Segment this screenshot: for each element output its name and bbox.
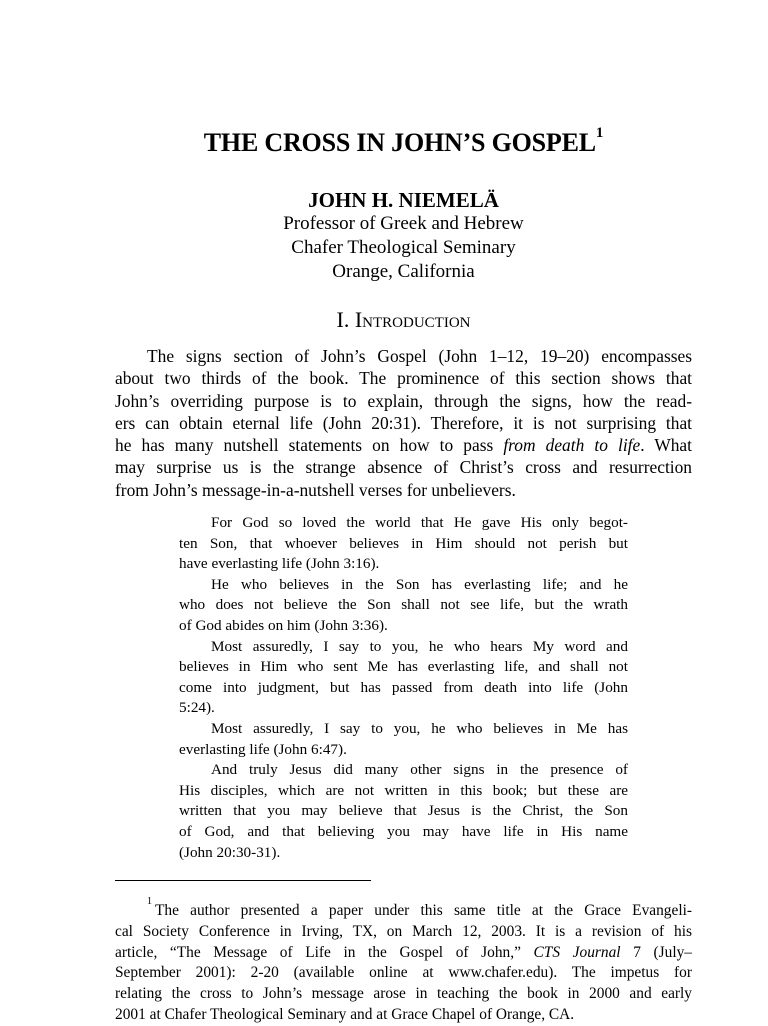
quote-line: He who believes in the Son has everlasting life; and he	[211, 575, 628, 593]
quote-line: everlasting life (John 6:47).	[179, 740, 347, 758]
footnote-text: The author presented a paper under this same title at the Grace Evangeli-	[155, 902, 692, 919]
paragraph-line: John’s overriding purpose is to explain, through the signs, how the read-	[115, 390, 692, 411]
footnote-line: cal Society Conference in Irving, TX, on March 12, 2003. It is a revision of his	[115, 922, 692, 940]
article-title	[115, 125, 692, 158]
emphasis-text: from death to life	[503, 435, 641, 456]
quote-line: His disciples, which are not written in this book; but these are	[179, 781, 628, 799]
journal-title: CTS Journal	[533, 943, 621, 961]
block-quote	[179, 513, 628, 863]
quote-line: (John 20:30-31).	[179, 843, 281, 861]
paragraph-text: . What	[640, 435, 692, 456]
quote-line: of God, and that believing you may have life in His name	[179, 822, 628, 840]
quote-line: of God abides on him (John 3:36).	[179, 616, 388, 634]
footnote-marker: 1	[147, 895, 152, 907]
quote-line: who does not believe the Son shall not see life, but the wrath	[179, 596, 628, 614]
paragraph-line: about two thirds of the book. The prominence of this section shows that	[115, 368, 692, 389]
paragraph-line: ers can obtain eternal life (John 20:31). Therefore, it is not surprising that	[115, 412, 692, 433]
quote-line: ten Son, that whoever believes in Him should not perish but	[179, 534, 628, 552]
footnote-line	[115, 943, 692, 964]
author-institution: Chafer Theological Seminary	[291, 237, 516, 258]
quote-line: come into judgment, but has passed from death into life (John	[179, 678, 628, 696]
footnote-line: 2001 at Chafer Theological Seminary and at Grace Chapel of Orange, CA.	[115, 1005, 575, 1023]
author-location: Orange, California	[332, 261, 475, 282]
title-footnote-marker[interactable]: 1	[595, 125, 604, 142]
footnote-line: relating the cross to John’s message arose in teaching the book in 2000 and early	[115, 985, 692, 1003]
article-title-text: THE CROSS IN JOHN’S GOSPEL	[203, 128, 596, 157]
paragraph-line: from John’s message-in-a-nutshell verses for unbelievers.	[115, 479, 516, 500]
quote-line: have everlasting life (John 3:16).	[179, 555, 380, 573]
footnote-text: 7 (July–	[633, 943, 692, 961]
quote-line: Most assuredly, I say to you, he who hears My word and	[211, 637, 628, 655]
footnote	[115, 895, 692, 1026]
footnote-divider	[115, 880, 371, 881]
author-name: JOHN H. NIEMELÄ	[308, 188, 499, 212]
footnote-line: September 2001): 2-20 (available online at www.chafer.edu). The impetus for	[115, 964, 692, 982]
quote-line: Most assuredly, I say to you, he who believes in Me has	[211, 719, 628, 737]
paragraph-text: he has many nutshell statements on how to pass	[115, 435, 494, 456]
quote-line: And truly Jesus did many other signs in the presence of	[211, 761, 628, 779]
intro-paragraph	[115, 345, 692, 501]
paragraph-line: may surprise us is the strange absence of Christ’s cross and resurrection	[115, 457, 692, 478]
quote-line: written that you may believe that Jesus is the Christ, the Son	[179, 802, 628, 820]
author-position: Professor of Greek and Hebrew	[283, 213, 524, 234]
paragraph-line	[115, 434, 692, 456]
quote-line: 5:24).	[179, 699, 215, 717]
section-heading: I. Introduction	[336, 307, 471, 332]
paragraph-line: The signs section of John’s Gospel (John 1–12, 19–20) encompasses	[147, 346, 692, 366]
footnote-line	[115, 895, 692, 922]
quote-line: believes in Him who sent Me has everlasting life, and shall not	[179, 658, 628, 676]
footnote-text: article, “The Message of Life in the Gospel of John,”	[115, 943, 521, 961]
quote-line: For God so loved the world that He gave His only begot-	[211, 514, 628, 531]
